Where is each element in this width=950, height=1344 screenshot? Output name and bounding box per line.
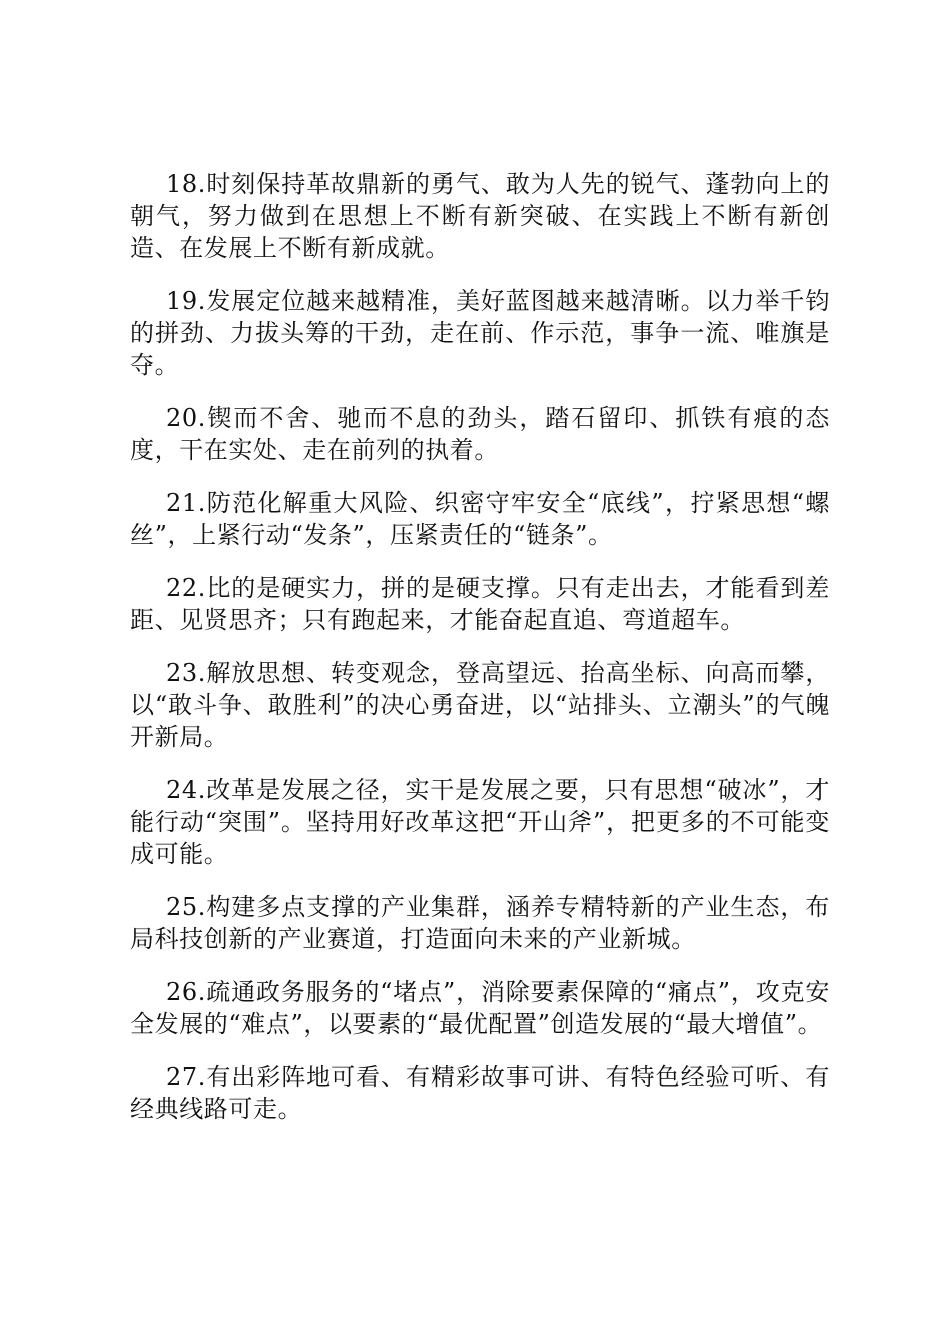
paragraph-20: 20.锲而不舍、驰而不息的劲头，踏石留印、抓铁有痕的态度，干在实处、走在前列的执着。 [130, 404, 830, 464]
paragraph-22: 22.比的是硬实力，拼的是硬支撑。只有走出去，才能看到差距、见贤思齐；只有跑起来，才能奋起直追、弯道超车。 [130, 574, 830, 634]
paragraph-26: 26.疏通政务服务的“堵点”，消除要素保障的“痛点”，攻克安全发展的“难点”，以要素的“最优配置”创造发展的“最大增值”。 [130, 978, 830, 1038]
document-page [130, 168, 830, 1146]
paragraph-18: 18.时刻保持革故鼎新的勇气、敢为人先的锐气、蓬勃向上的朝气，努力做到在思想上不断有新突破、在实践上不断有新创造、在发展上不断有新成就。 [130, 170, 830, 262]
paragraph-27: 27.有出彩阵地可看、有精彩故事可讲、有特色经验可听、有经典线路可走。 [130, 1063, 830, 1123]
paragraph-19: 19.发展定位越来越精准，美好蓝图越来越清晰。以力举千钧的拼劲、力拔头筹的干劲，走在前、作示范，事争一流、唯旗是夺。 [130, 287, 830, 379]
paragraph-21: 21.防范化解重大风险、织密守牢安全“底线”，拧紧思想“螺丝”，上紧行动“发条”，压紧责任的“链条”。 [130, 489, 830, 549]
paragraph-24: 24.改革是发展之径，实干是发展之要，只有思想“破冰”，才能行动“突围”。坚持用好改革这把“开山斧”，把更多的不可能变成可能。 [130, 776, 830, 868]
paragraph-23: 23.解放思想、转变观念，登高望远、抬高坐标、向高而攀，以“敢斗争、敢胜利”的决心勇奋进，以“站排头、立潮头”的气魄开新局。 [130, 659, 830, 751]
paragraph-25: 25.构建多点支撑的产业集群，涵养专精特新的产业生态，布局科技创新的产业赛道，打造面向未来的产业新城。 [130, 893, 830, 953]
